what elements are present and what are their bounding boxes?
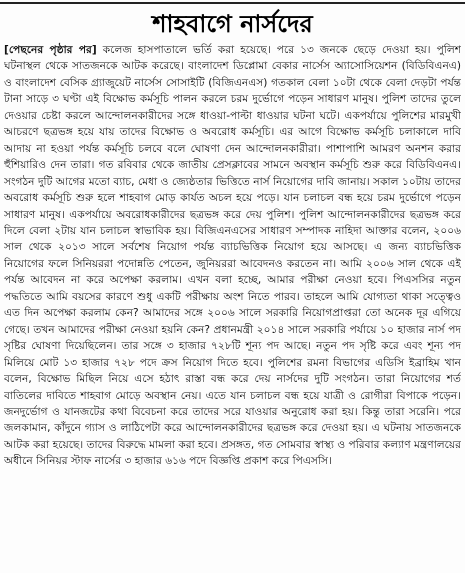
headline: শাহবাগে নার্সদের: [152, 9, 313, 38]
article-text: কলেজ হাসপাতালে ভর্তি করা হয়েছে। পরে ১৩ জনকে ছেড়ে দেওয়া হয়। পুলিশ ঘটনাস্থল থেকে সাতজনকে আটক করেছে। বাংলাদেশ ডিপ্লোমা বেকার নার্সেস অ্যাসোসিয়েশন (বিডিবিএনএ) ও বাংলাদেশ বেসিক গ্র্যাজুয়েট নার্সেস সোসাইটি (বিজিএনএস) গতকাল বেলা ১০টা থেকে বেলা দেড়টা পর্যন্ত টানা সাড়ে ৩ ঘণ্টা এই বিক্ষোভ কর্মসূচি পালন করলে চরম দুর্ভোগে পড়েন সাধারণ মানুষ। পুলিশ তাদের তুলে দেওয়ার চেষ্টা করলে আন্দোলনকারীদের সঙ্গে ধাওয়া-পাল্টা ধাওয়ার ঘটনা ঘটে। একপর্যায়ে পুলিশের মারমুখী আচরণে ছত্রভঙ্গ হয়ে যায় তাদের বিক্ষোভ ও অবরোধ কর্মসূচি। এর আগে বিক্ষোভ কর্মসূচি চলাকালে দাবি আদায় না হওয়া পর্যন্ত কর্মসূচি চলবে বলে ঘোষণা দেন আন্দোলনকারীরা। পাশাপাশি আমরণ অনশন করার হুঁশিয়ারিও দেন তারা। গত রবিবার থেকে জাতীয় প্রেসক্লাবের সামনে অবস্থান কর্মসূচি শুরু করে বিডিবিএনএ। সংগঠন দুটি আগের মতো ব্যাচ, মেধা ও জ্যেষ্ঠতার ভিত্তিতে নার্স নিয়োগের দাবি জানায়। সকাল ১০টায় তাদের অবরোধ কর্মসূচি শুরু হলে শাহবাগ মোড় কার্যত অচল হয়ে পড়ে। যান চলাচল বন্ধ হয়ে চরম দুর্ভোগে পড়েন সাধারণ মানুষ। একপর্যায়ে অবরোধকারীদের ছত্রভঙ্গ করে দেয় পুলিশ। পুলিশ আন্দোলনকারীদের ছত্রভঙ্গ করে দিলে বেলা ২টায় যান চলাচল স্বাভাবিক হয়। বিজিএনএসের সাধারণ সম্পাদক নাহিদা আক্তার বলেন, ২০০৬ সাল থেকে ২০১৩ সালে সর্বশেষ নিয়োগ পর্যন্ত ব্যাচভিত্তিক নিয়োগ হয়ে আসছে। এ জন্য ব্যাচভিত্তিক নিয়োগের ফলে সিনিয়ররা পদোন্নতি পেতেন, জুনিয়ররা আবেদনও করতেন না। আমি ২০০৬ সাল থেকে এই পর্যন্ত আবেদন না করে অপেক্ষা করলাম। এখন বলা হচ্ছে, আমার পরীক্ষা নেওয়া হবে। পিএসসির নতুন পদ্ধতিতে আমি বয়সের কারণে শুধু একটি পরীক্ষায় অংশ নিতে পারব। তাহলে আমি যোগ্যতা থাকা সত্ত্বেও এত দিন অপেক্ষা করলাম কেন? আমাদের সঙ্গে ২০০৬ সালে সরকারি নিয়োগপ্রাপ্তরা তো অনেক দূর এগিয়ে গেছে। তখন আমাদের পরীক্ষা নেওয়া হয়নি কেন? প্রধানমন্ত্রী ২০১৪ সালে সরকারি পর্যায়ে ১০ হাজার নার্স পদ সৃষ্টির ঘোষণা দিয়েছিলেন। তার সঙ্গে ৩ হাজার ৭২৮টি শূন্য পদ আছে। নতুন পদ সৃষ্টি করে এবং শূন্য পদ মিলিয়ে মোট ১৩ হাজার ৭২৮ পদে ক্রস নিয়োগ দিতে হবে। পুলিশের রমনা বিভাগের এডিসি ইব্রাহিম খান বলেন, বিক্ষোভ মিছিল নিয়ে এসে হঠাৎ রাস্তা বন্ধ করে দেয় নার্সদের দুটি সংগঠন। তারা নিয়োগের শর্ত বাতিলের দাবিতে শাহবাগ মোড়ে অবস্থান নেয়। এতে যান চলাচল বন্ধ হয়ে যাত্রী ও রোগীরা বিপাকে পড়েন। জনদুর্ভোগ ও যানজটের কথা বিবেচনা করে তাদের সরে যাওয়ার অনুরোধ করা হয়। কিন্তু তারা সরেনি। পরে জলকামান, কাঁদুনে গ্যাস ও লাঠিপেটা করে আন্দোলনকারীদের ছত্রভঙ্গ করে দেওয়া হয়। এ ঘটনায় সাতজনকে আটক করা হয়েছে। তাদের বিরুদ্ধে মামলা করা হবে। প্রসঙ্গত, গত সোমবার স্বাস্থ্য ও পরিবার কল্যাণ মন্ত্রণালয়ের অধীনে সিনিয়র স্টাফ নার্সের ৩ হাজার ৬১৬ পদে বিজ্ঞপ্তি প্রকাশ করে পিএসসি।: [4, 44, 461, 468]
article-body: [4, 42, 461, 570]
continued-label: [পেছনের পৃষ্ঠার পর]: [4, 44, 97, 56]
top-rule: [0, 2, 465, 4]
